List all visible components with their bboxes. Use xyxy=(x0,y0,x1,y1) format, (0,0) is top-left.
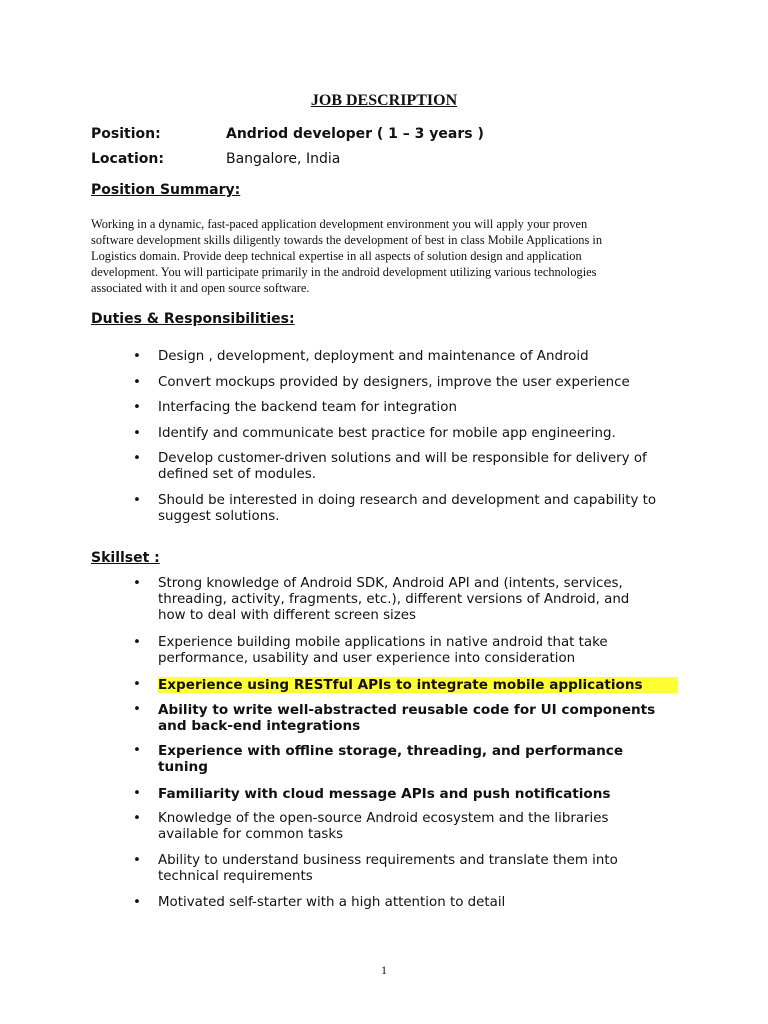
list-item-text: Develop customer-driven solutions and will be responsible for delivery of xyxy=(158,451,647,466)
bullet-icon: • xyxy=(133,400,141,415)
list-item-text: Ability to write well-abstracted reusable code for UI components xyxy=(158,702,656,718)
summary-heading: Position Summary: xyxy=(91,182,241,198)
list-item-text: defined set of modules. xyxy=(158,467,316,482)
list-item-text: Experience with offline storage, threading, and performance xyxy=(158,743,624,759)
bullet-icon: • xyxy=(133,786,141,801)
bullet-icon: • xyxy=(133,895,141,910)
list-item-text: suggest solutions. xyxy=(158,509,280,524)
summary-line: development. You will participate primarily in the android development utilizing various technologies xyxy=(91,265,597,279)
bullet-icon: • xyxy=(133,677,141,692)
bullet-icon: • xyxy=(133,743,141,758)
bullet-icon: • xyxy=(133,493,141,508)
bullet-icon: • xyxy=(133,349,141,364)
list-item-text: threading, activity, fragments, etc.), different versions of Android, and xyxy=(158,592,630,607)
highlighted-text: Experience using RESTful APIs to integrate mobile applications xyxy=(158,677,678,693)
bullet-icon: • xyxy=(133,811,141,826)
list-item-text: Should be interested in doing research and development and capability to xyxy=(158,493,657,508)
list-item-text: Convert mockups provided by designers, improve the user experience xyxy=(158,375,630,390)
list-item-text: tuning xyxy=(158,759,208,775)
list-item-text: Familiarity with cloud message APIs and push notifications xyxy=(158,786,611,802)
skillset-heading: Skillset : xyxy=(91,550,160,566)
list-item-text: Motivated self-starter with a high attention to detail xyxy=(158,895,506,910)
position-value: Andriod developer ( 1 – 3 years ) xyxy=(226,126,484,142)
position-label: Position: xyxy=(91,126,161,142)
bullet-icon: • xyxy=(133,635,141,650)
document-title: JOB DESCRIPTION xyxy=(310,92,458,109)
summary-line: software development skills diligently towards the development of best in class Mobile Applications in xyxy=(91,233,603,247)
list-item-text: performance, usability and user experience into consideration xyxy=(158,651,576,666)
summary-line: Logistics domain. Provide deep technical expertise in all aspects of solution design and application xyxy=(91,249,582,263)
summary-line: Working in a dynamic, fast-paced application development environment you will apply your proven xyxy=(91,217,588,231)
list-item-text: and back-end integrations xyxy=(158,718,361,734)
bullet-icon: • xyxy=(133,426,141,441)
list-item-text: Design , development, deployment and maintenance of Android xyxy=(158,349,589,364)
list-item-text: Interfacing the backend team for integration xyxy=(158,400,457,415)
location-label: Location: xyxy=(91,151,164,167)
summary-paragraph xyxy=(91,216,681,296)
list-item-text: Identify and communicate best practice for mobile app engineering. xyxy=(158,426,616,441)
list-item-text: available for common tasks xyxy=(158,827,344,842)
bullet-icon: • xyxy=(133,853,141,868)
bullet-icon: • xyxy=(133,451,141,466)
list-item-text: Strong knowledge of Android SDK, Android API and (intents, services, xyxy=(158,576,623,591)
list-item-text: Knowledge of the open-source Android ecosystem and the libraries xyxy=(158,811,609,826)
list-item-text: how to deal with different screen sizes xyxy=(158,608,417,623)
summary-line: associated with it and open source software. xyxy=(91,281,310,295)
page-number: 1 xyxy=(381,963,387,977)
bullet-icon: • xyxy=(133,702,141,717)
bullet-icon: • xyxy=(133,576,141,591)
list-item-text: Experience building mobile applications in native android that take xyxy=(158,635,608,650)
location-value: Bangalore, India xyxy=(226,151,341,167)
list-item-text: technical requirements xyxy=(158,869,313,884)
list-item-text: Ability to understand business requirements and translate them into xyxy=(158,853,618,868)
duties-heading: Duties & Responsibilities: xyxy=(91,311,295,327)
bullet-icon: • xyxy=(133,375,141,390)
